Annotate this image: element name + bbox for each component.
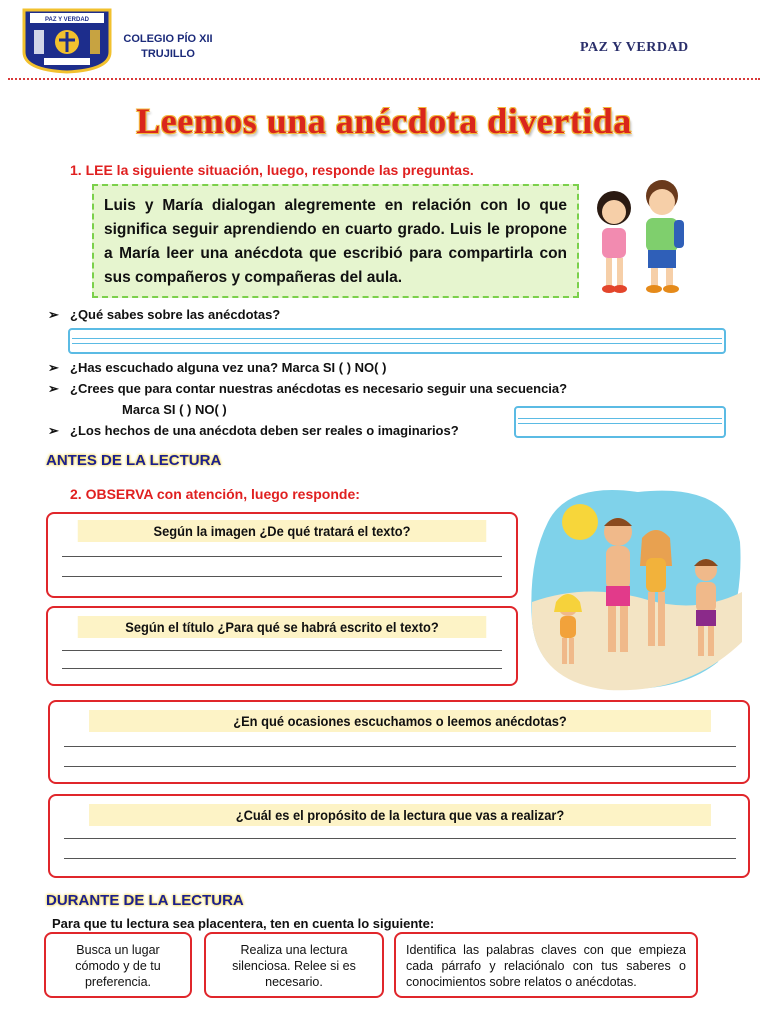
- question-box-2[interactable]: [46, 606, 518, 686]
- bullet-arrow-icon: ➢: [48, 423, 59, 438]
- instruction-2: 2. OBSERVA con atención, luego responde:: [70, 486, 360, 502]
- question-box-3-prompt: ¿En qué ocasiones escuchamos o leemos anécdotas?: [89, 710, 711, 732]
- school-name-line2: TRUJILLO: [141, 48, 195, 60]
- question-box-1[interactable]: [46, 512, 518, 598]
- question-2: ➢ ¿Has escuchado alguna vez una? Marca SI ( ) NO( ): [48, 360, 387, 375]
- tip-card-1: Busca un lugar cómodo y de tu preferencia.: [44, 932, 192, 998]
- question-3: ➢ ¿Crees que para contar nuestras anécdotas es necesario seguir una secuencia?: [48, 381, 568, 396]
- bullet-arrow-icon: ➢: [48, 360, 59, 375]
- family-beach-illustration: [528, 482, 744, 694]
- answer-line: [64, 766, 736, 767]
- question-box-1-prompt: Según la imagen ¿De qué tratará el texto?: [78, 520, 486, 542]
- answer-line: [64, 746, 736, 747]
- tip-card-3: Identifica las palabras claves con que empieza cada párrafo y relaciónalo con tus saberes o conocimientos sobre relatos o anécdotas.: [394, 932, 698, 998]
- antes-heading: ANTES DE LA LECTURA: [46, 452, 222, 469]
- question-4: ➢ ¿Los hechos de una anécdota deben ser reales o imaginarios?: [48, 423, 459, 438]
- question-box-3[interactable]: [48, 700, 750, 784]
- bullet-arrow-icon: ➢: [48, 307, 59, 322]
- question-box-4-prompt: ¿Cuál es el propósito de la lectura que vas a realizar?: [89, 804, 711, 826]
- children-illustration: [582, 172, 700, 300]
- school-name: [118, 32, 218, 62]
- crest-text: PAZ Y VERDAD: [44, 17, 90, 23]
- tip-card-2: Realiza una lectura silenciosa. Relee si es necesario.: [204, 932, 384, 998]
- question-box-2-prompt: Según el título ¿Para qué se habrá escrito el texto?: [78, 616, 486, 638]
- durante-heading: DURANTE DE LA LECTURA: [46, 892, 244, 909]
- story-box: Luis y María dialogan alegremente en relación con lo que significa seguir aprendiendo en cuarto grado. Luis le propone a María leer una anécdota que escribió para compartirla con sus compañeros y compañeras del aula.: [92, 184, 579, 298]
- durante-note: Para que tu lectura sea placentera, ten en cuenta lo siguiente:: [52, 916, 435, 931]
- answer-line: [62, 650, 502, 651]
- bullet-arrow-icon: ➢: [48, 381, 59, 396]
- answer-line: [64, 858, 736, 859]
- answer-line: [62, 668, 502, 669]
- school-motto: PAZ Y VERDAD: [580, 40, 689, 55]
- school-crest-logo: [22, 8, 112, 74]
- answer-line: [62, 576, 502, 577]
- header-divider: [8, 78, 760, 80]
- instruction-1: 1. LEE la siguiente situación, luego, responde las preguntas.: [70, 162, 474, 178]
- question-box-4[interactable]: [48, 794, 750, 878]
- question-3-mark: Marca SI ( ) NO( ): [122, 402, 227, 417]
- question-1: ➢ ¿Qué sabes sobre las anécdotas?: [48, 307, 281, 322]
- school-name-line1: COLEGIO PÍO XII: [123, 33, 213, 45]
- answer-field-1[interactable]: [68, 328, 726, 354]
- answer-field-4[interactable]: [514, 406, 726, 438]
- answer-line: [62, 556, 502, 557]
- page-title: Leemos una anécdota divertida: [136, 101, 632, 141]
- answer-line: [64, 838, 736, 839]
